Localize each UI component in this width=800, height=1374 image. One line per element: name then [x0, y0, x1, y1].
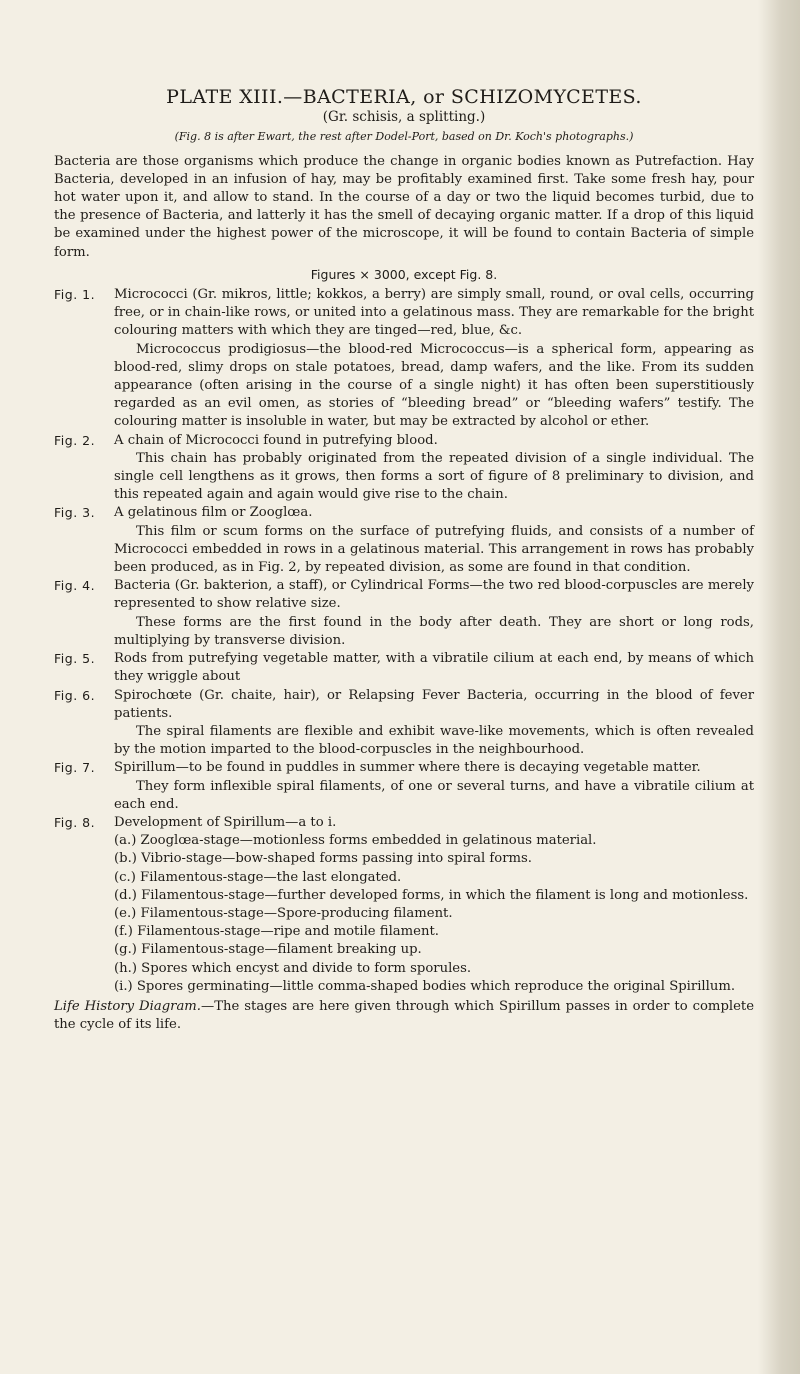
figure-heading: Micrococci (Gr. mikros, little; kokkos, a berry) are simply small, round, or oval cells, occurring free, or in chain-like rows, or united into a gelatinous mass. They are remarkable for the bright colouring matters with which they are tinged—red, blue, &c.	[114, 287, 754, 339]
stage-item: (a.) Zooglœa-stage—motionless forms embedded in gelatinous material.	[114, 833, 597, 849]
figure-heading: Spirochœte (Gr. chaite, hair), or Relapsing Fever Bacteria, occurring in the blood of fever patients.	[114, 687, 754, 721]
life-history-label: Life History Diagram.	[54, 998, 202, 1014]
figure-label: Fig. 2.	[54, 432, 96, 448]
intro-paragraph: Bacteria are those organisms which produce the change in organic bodies known as Putrefaction. Hay Bacteria, developed in an infusion of hay, may be profitably examined first. Take some fresh hay, pour hot water upon it, and allow to stand. In the course of a day or two the liquid becomes turbid, due to the presence of Bacteria, and latterly it has the smell of decaying organic matter. If a drop of this liquid be examined under the highest power of the microscope, it will be found to contain Bacteria of simple form.	[54, 153, 754, 260]
figure-label: Fig. 1.	[54, 287, 96, 303]
figure-label: Fig. 8.	[54, 814, 96, 830]
figure-paragraph: The spiral filaments are flexible and exhibit wave-like movements, which is often revealed by the motion imparted to the blood-corpuscles in the neighbourhood.	[114, 723, 754, 758]
stage-item: (i.) Spores germinating—little comma-shaped bodies which reproduce the original Spirillum.	[114, 978, 736, 994]
figure-5-entry	[54, 650, 754, 686]
figure-heading: Development of Spirillum—a to i.	[114, 814, 337, 830]
plate-subtitle: (Gr. schisis, a splitting.)	[322, 109, 486, 126]
stage-item: (d.) Filamentous-stage—further developed forms, in which the filament is long and motionless.	[114, 887, 749, 903]
figure-3-entry	[54, 504, 754, 577]
figure-heading: Bacteria (Gr. bakterion, a staff), or Cylindrical Forms—the two red blood-corpuscles are merely represented to show relative size.	[114, 578, 754, 612]
figure-paragraph: Micrococcus prodigiosus—the blood-red Micrococcus—is a spherical form, appearing as blood-red, slimy drops on stale potatoes, bread, damp wafers, and the like. From its sudden appearance (often arising in the course of a single night) it has often been superstitiously regarded as an evil omen, as stories of “bleeding bread” or “bleeding wafers” testify. The colouring matter is insoluble in water, but may be extracted by alcohol or ether.	[114, 341, 754, 430]
figure-heading: A chain of Micrococci found in putrefying blood.	[114, 432, 438, 448]
stage-item: (g.) Filamentous-stage—filament breaking up.	[114, 942, 422, 958]
figure-paragraph: This chain has probably originated from the repeated division of a single individual. The single cell lengthens as it grows, then forms a sort of figure of 8 preliminary to division, and this repeated again and again would give rise to the chain.	[114, 450, 754, 503]
stage-list	[114, 832, 754, 996]
figure-label: Fig. 6.	[54, 687, 96, 703]
life-history-text: —The stages are here given through which Spirillum passes in order to complete the cycle of its life.	[54, 998, 755, 1033]
figure-4-entry	[54, 577, 754, 650]
stage-item: (h.) Spores which encyst and divide to form sporules.	[114, 960, 472, 976]
figure-8-entry	[54, 814, 754, 996]
life-history-note	[54, 998, 754, 1034]
stage-item: (c.) Filamentous-stage—the last elongated.	[114, 869, 402, 885]
plate-source-note: (Fig. 8 is after Ewart, the rest after Dodel-Port, based on Dr. Koch's photographs.)	[174, 130, 634, 144]
page-edge-shadow	[758, 0, 800, 1374]
figure-label: Fig. 4.	[54, 578, 96, 594]
magnification-note: Figures × 3000, except Fig. 8.	[310, 266, 498, 282]
figure-heading: Spirillum—to be found in puddles in summer where there is decaying vegetable matter.	[114, 760, 701, 776]
stage-item: (f.) Filamentous-stage—ripe and motile filament.	[114, 924, 439, 940]
figure-2-entry	[54, 432, 754, 505]
stage-item: (e.) Filamentous-stage—Spore-producing filament.	[114, 905, 453, 921]
figure-heading: A gelatinous film or Zooglœa.	[114, 505, 313, 521]
figure-paragraph: They form inflexible spiral filaments, of one or several turns, and have a vibratile cilium at each end.	[114, 778, 754, 812]
figure-label: Fig. 5.	[54, 651, 96, 667]
figure-label: Fig. 3.	[54, 505, 96, 521]
figure-7-entry	[54, 759, 754, 814]
figure-6-entry	[54, 687, 754, 760]
stage-item: (b.) Vibrio-stage—bow-shaped forms passing into spiral forms.	[114, 851, 532, 867]
figure-paragraph: This film or scum forms on the surface of putrefying fluids, and consists of a number of Micrococci embedded in rows in a gelatinous material. This arrangement in rows has probably been produced, as in Fig. 2, by repeated division, as some are found in that condition.	[114, 523, 754, 576]
figure-1-entry	[54, 286, 754, 432]
figure-paragraph: These forms are the first found in the body after death. They are short or long rods, multiplying by transverse division.	[114, 614, 754, 648]
figure-label: Fig. 7.	[54, 760, 96, 776]
figure-heading: Rods from putrefying vegetable matter, with a vibratile cilium at each end, by means of which they wriggle about	[114, 651, 754, 685]
plate-title: PLATE XIII.—BACTERIA, or SCHIZOMYCETES.	[166, 86, 642, 108]
document-page	[54, 88, 754, 1034]
